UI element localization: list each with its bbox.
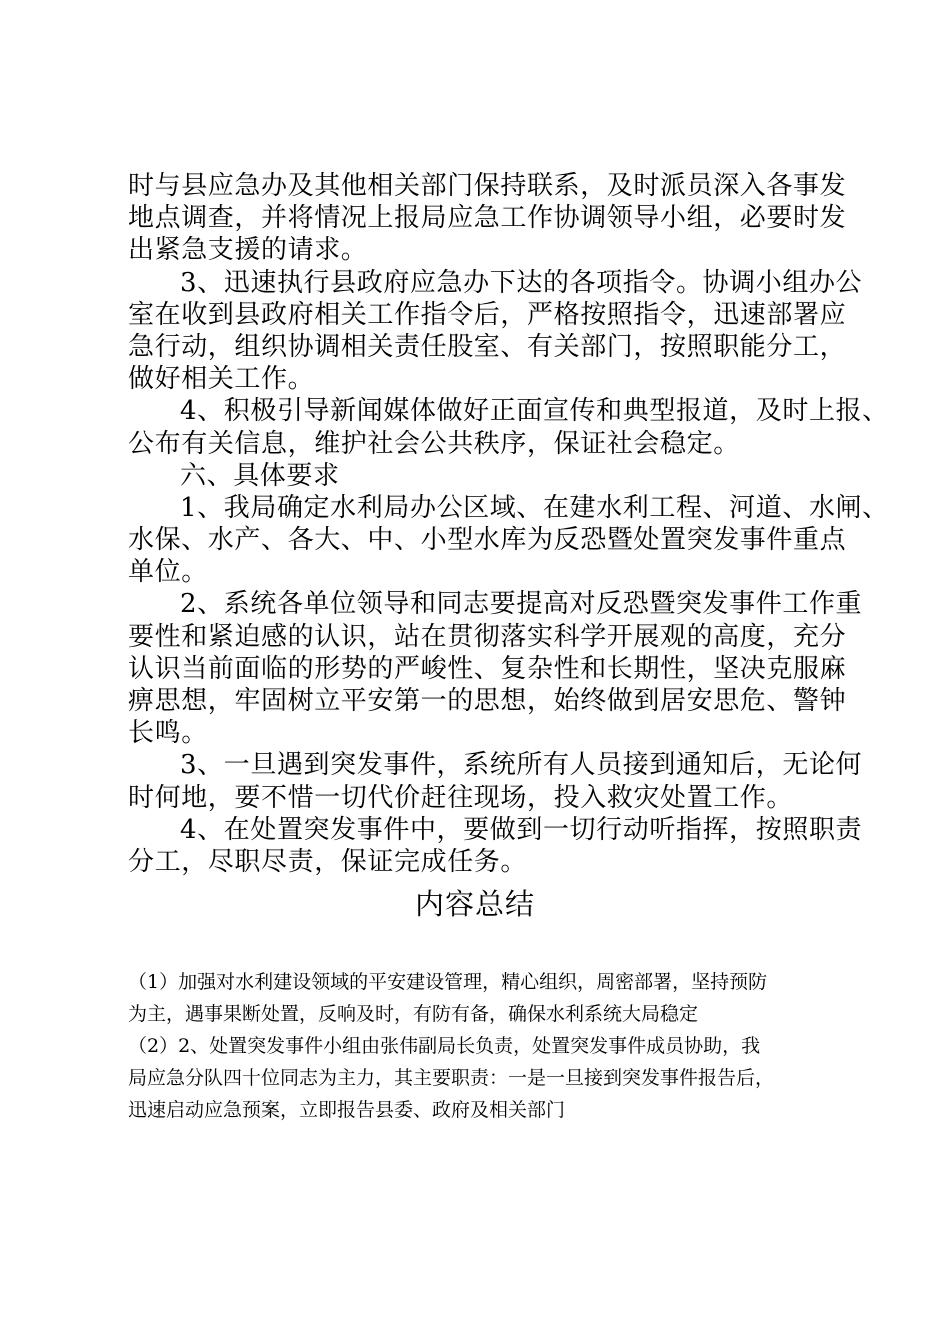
body-line: 痹思想，牢固树立平安第一的思想，始终做到居安思危、警钟: [128, 686, 847, 716]
body-line: 1、我局确定水利局办公区域、在建水利工程、河道、水闸、: [180, 492, 889, 523]
summary-line: 迅速启动应急预案，立即报告县委、政府及相关部门: [128, 1099, 566, 1121]
body-line: 3、一旦遇到突发事件，系统所有人员接到通知后，无论何: [180, 750, 863, 781]
summary-text: [128, 966, 858, 1126]
summary-line: （2）2、处置突发事件小组由张伟副局长负责，处置突发事件成员协助，我: [128, 1035, 761, 1057]
body-line: 室在收到县政府相关工作指令后，严格按照指令，迅速部署应: [128, 299, 847, 330]
body-line: 3、迅速执行县政府应急办下达的各项指令。协调小组办公: [180, 267, 863, 298]
body-line: 做好相关工作。: [128, 364, 315, 395]
body-line: 要性和紧迫感的认识，站在贯彻落实科学开展观的高度，充分: [128, 621, 847, 652]
body-line: 单位。: [128, 557, 208, 588]
body-line: 分工，尽职尽责，保证完成任务。: [128, 846, 528, 877]
body-line: 认识当前面临的形势的严峻性、复杂性和长期性，坚决克服麻: [128, 653, 847, 684]
body-line: 急行动，组织协调相关责任股室、有关部门，按照职能分工，: [128, 331, 847, 362]
summary-line: 局应急分队四十位同志为主力，其主要职责：一是一旦接到突发事件报告后，: [128, 1067, 775, 1089]
summary-title: 内容总结: [414, 887, 535, 921]
body-line: 长鸣。: [128, 718, 208, 749]
body-line: 地点调查，并将情况上报局应急工作协调领导小组，必要时发: [128, 203, 847, 234]
body-line: 时何地，要不惜一切代价赶往现场，投入救灾处置工作。: [128, 782, 794, 813]
body-line: 2、系统各单位领导和同志要提高对反恐暨突发事件工作重: [180, 589, 863, 620]
summary-line: （1）加强对水利建设领域的平安建设管理，精心组织，周密部署，坚持预防: [128, 971, 768, 993]
body-line: 时与县应急办及其他相关部门保持联系，及时派员深入各事发: [128, 171, 847, 201]
section-heading: 六、具体要求: [180, 460, 340, 491]
body-line: 水保、水产、各大、中、小型水库为反恐暨处置突发事件重点: [128, 525, 847, 556]
body-text: [128, 170, 889, 878]
body-line: 公布有关信息，维护社会公共秩序，保证社会稳定。: [128, 428, 740, 459]
body-line: 4、在处置突发事件中，要做到一切行动听指挥，按照职责: [180, 814, 863, 845]
summary-line: 为主，遇事果断处置，反响及时，有防有备，确保水利系统大局稳定: [128, 1003, 699, 1025]
body-line: 4、积极引导新闻媒体做好正面宣传和典型报道，及时上报、: [180, 396, 889, 427]
body-line: 出紧急支援的请求。: [128, 235, 368, 266]
